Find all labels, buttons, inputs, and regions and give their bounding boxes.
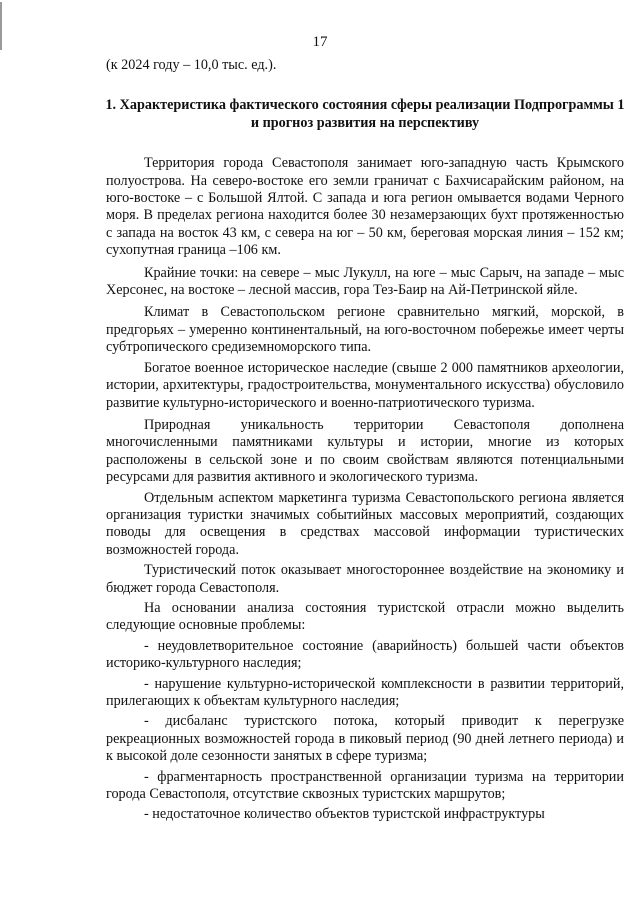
document-body (106, 57, 624, 824)
paragraph-marketing: Отдельным аспектом маркетинга туризма Севастопольского региона является организация туристки значимых событийных массовых мероприятий, создающих поводы для освещения в средствах массовой информации туристических возможностей города. (106, 489, 624, 558)
paragraph-territory: Территория города Севастополя занимает юго-западную часть Крымского полуострова. На северо-востоке его земли граничат с Бахчисарайским районом, на юго-востоке – с Большой Ялтой. С запада и юга регион омывается водами Черного моря. В пределах региона находится более 30 незамерзающих бухт протяженностью с запада на восток 43 км, с севера на юг – 50 км, береговая морская линия – 152 км; сухопутная граница –106 км. (106, 155, 624, 259)
section-heading: 1. Характеристика фактического состояния сферы реализации Подпрограммы 1 и прогноз развития на перспективу (105, 97, 625, 131)
page-number: 17 (312, 34, 328, 50)
problem-item: - недостаточное количество объектов туристской инфраструктуры (144, 806, 545, 823)
paragraph-nature: Природная уникальность территории Севастополя дополнена многочисленными памятниками культуры и истории, многие из которых расположены в сельской зоне и по своим свойствам являются потенциальными ресурсами для развития активного и экологического туризма. (106, 416, 624, 486)
problem-item: - фрагментарность пространственной организации туризма на территории города Севастополя, отсутствие сквозных туристских маршрутов; (106, 768, 624, 803)
problem-item: - неудовлетворительное состояние (аварийность) большей части объектов историко-культурного наследия; (106, 637, 624, 672)
paragraph-problems-intro: На основании анализа состояния туристской отрасли можно выделить следующие основные проблемы: (106, 599, 624, 634)
problem-item: - дисбаланс туристского потока, который приводит к перегрузке рекреационных возможностей города в пиковый период (90 дней летнего периода) и к высокой доле сезонности занятых в сфере туризма; (106, 713, 624, 765)
paragraph-extreme-points: Крайние точки: на севере – мыс Лукулл, на юге – мыс Сарыч, на западе – мыс Херсонес, на востоке – лесной массив, гора Тез-Баир на Ай-Петринской яйле. (106, 264, 624, 299)
paragraph-climate: Климат в Севастопольском регионе сравнительно мягкий, морской, в предгорьях – умеренно континентальный, на юго-восточном побережье имеет черты субтропического средиземноморского типа. (106, 304, 624, 356)
paragraph-heritage: Богатое военное историческое наследие (свыше 2 000 памятников археологии, истории, архитектуры, градостроительства, монументального искусства) обусловило развитие культурно-исторического и военно-патриотического туризма. (106, 359, 624, 411)
paragraph-tourist-flow: Туристический поток оказывает многостороннее воздействие на экономику и бюджет города Севастополя. (106, 562, 624, 596)
lead-line: (к 2024 году – 10,0 тыс. ед.). (106, 57, 277, 73)
problem-item: - нарушение культурно-исторической комплексности в развитии территорий, прилегающих к объектам культурного наследия; (106, 675, 624, 709)
